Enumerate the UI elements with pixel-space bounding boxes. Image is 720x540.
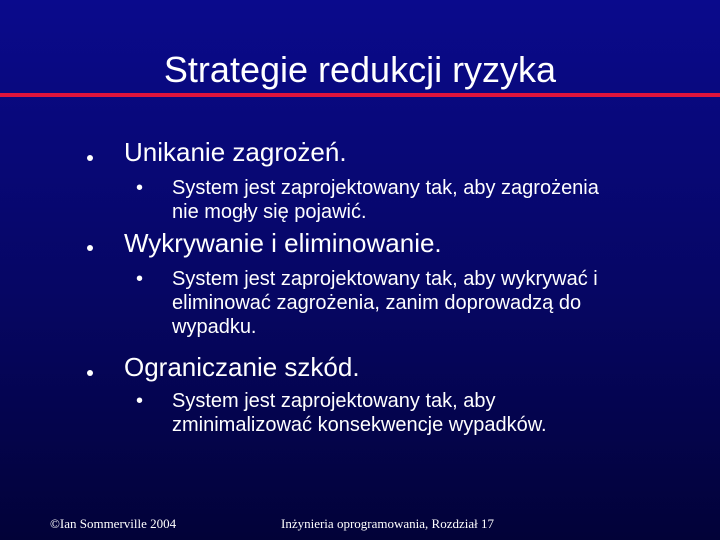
- sub-bullet-line: System jest zaprojektowany tak, aby zagrożenia: [172, 177, 599, 199]
- sub-bullet-line: wypadku.: [172, 316, 257, 338]
- bullet-dot-icon: [87, 370, 93, 376]
- bullet-label: Unikanie zagrożeń.: [124, 137, 347, 167]
- sub-bullet-line: System jest zaprojektowany tak, aby wykrywać i: [172, 268, 598, 290]
- footer-course: Inżynieria oprogramowania, Rozdział 17: [281, 516, 494, 531]
- bullet-label: Ograniczanie szkód.: [124, 352, 360, 382]
- footer-copyright: ©Ian Sommerville 2004: [50, 516, 177, 531]
- bullet-dot-icon: [87, 245, 93, 251]
- sub-bullet-icon: •: [136, 177, 144, 199]
- slide-title: Strategie redukcji ryzyka: [163, 49, 557, 90]
- sub-bullet-icon: •: [136, 390, 144, 412]
- title-underline: [0, 93, 720, 97]
- sub-bullet-line: zminimalizować konsekwencje wypadków.: [172, 414, 547, 436]
- sub-bullet-text: [172, 389, 692, 437]
- sub-bullet-line: System jest zaprojektowany tak, aby: [172, 390, 496, 412]
- sub-bullet-line: nie mogły się pojawić.: [172, 201, 367, 223]
- bullet-dot-icon: [87, 155, 93, 161]
- sub-bullet-text: [172, 267, 692, 339]
- bullet-label: Wykrywanie i eliminowanie.: [124, 228, 442, 258]
- sub-bullet-line: eliminować zagrożenia, zanim doprowadzą do: [172, 292, 582, 314]
- sub-bullet-icon: •: [136, 268, 144, 290]
- sub-bullet-text: [172, 176, 692, 224]
